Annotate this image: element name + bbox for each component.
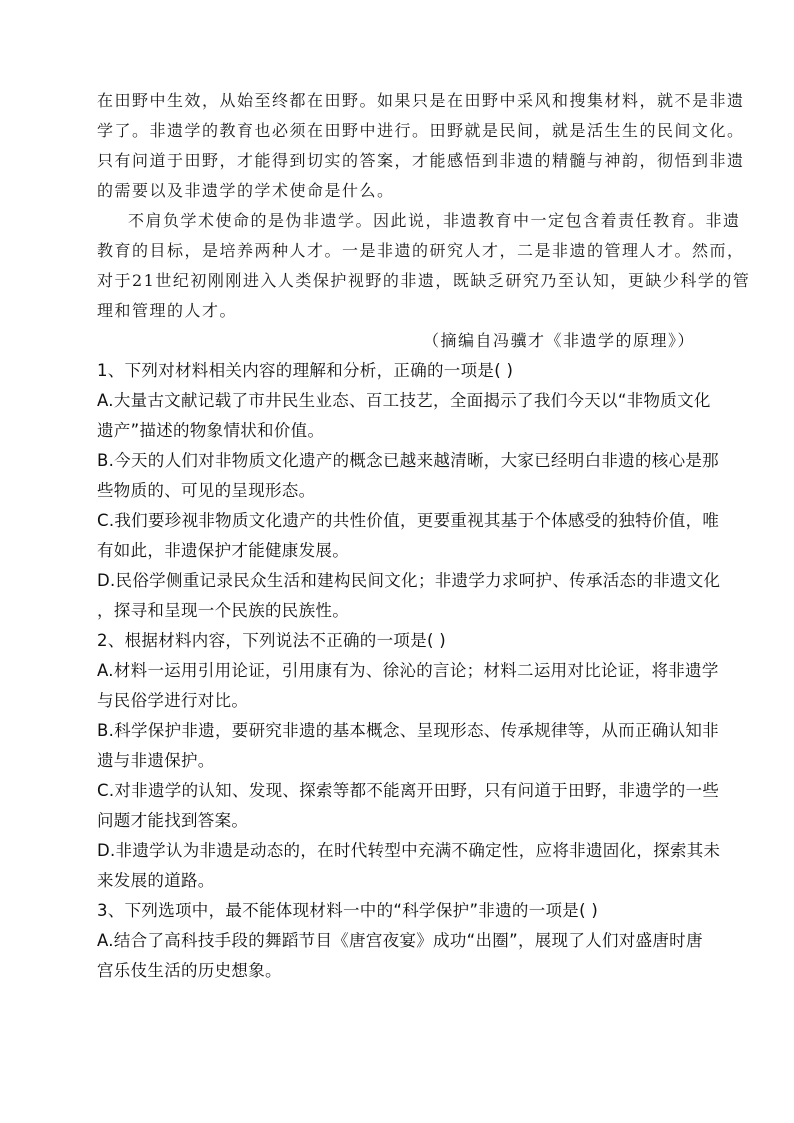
option-a-line-1: A.材料一运用引用论证，引用康有为、徐沁的言论；材料二运用对比论证，将非遗学 [97,661,719,680]
option-a-line-1: A.结合了高科技手段的舞蹈节目《唐宫夜宴》成功“出圈”，展现了人们对盛唐时唐 [97,931,703,950]
option-a-line-2: 遗产”描述的物象情状和价值。 [97,421,325,440]
option-d-line-1: D.民俗学侧重记录民众生活和建构民间文化；非遗学力求呵护、传承活态的非遗文化 [97,571,721,590]
option-c-line-2: 有如此，非遗保护才能健康发展。 [97,541,349,560]
option-d-line-2: ，探寻和呈现一个民族的民族性。 [97,601,349,620]
question-stem: 1、下列对材料相关内容的理解和分析，正确的一项是( ) [97,361,514,380]
document-content [97,86,751,986]
option-c-line-1: C.对非遗学的认知、发现、探索等都不能离开田野，只有问道于田野，非遗学的一些 [97,781,720,800]
question-stem: 3、下列选项中，最不能体现材料一中的“科学保护”非遗的一项是( ) [97,901,599,920]
option-a-line-2: 与民俗学进行对比。 [97,691,249,710]
passage-line: 对于21世纪初刚刚进入人类保护视野的非遗，既缺乏研究乃至认知，更缺少科学的管 [97,271,751,290]
passage-paragraph-1 [97,86,745,206]
option-c-line-2: 问题才能找到答案。 [97,811,249,830]
passage-line: 理和管理的人才。 [97,301,238,320]
option-d-line-1: D.非遗学认为非遗是动态的，在时代转型中充满不确定性，应将非遗固化，探索其未 [97,841,721,860]
option-a-line-2: 宫乐伎生活的历史想象。 [97,961,282,980]
passage-line: 教育的目标，是培养两种人才。一是非遗的研究人才，二是非遗的管理人才。然而， [97,241,745,260]
option-b-line-2: 些物质的、可见的呈现形态。 [97,481,316,500]
option-c-line-1: C.我们要珍视非物质文化遗产的共性价值，更要重视其基于个体感受的独特价值，唯 [97,511,720,530]
option-d-line-2: 来发展的道路。 [97,871,215,890]
passage-line: 只有问道于田野，才能得到切实的答案，才能感悟到非遗的精髓与神韵，彻悟到非遗 [97,151,745,170]
passage-line: 学了。非遗学的教育也必须在田野中进行。田野就是民间，就是活生生的民间文化。 [97,121,745,140]
passage-paragraph-2 [97,206,751,326]
question-3 [97,896,701,986]
option-b-line-2: 遗与非遗保护。 [97,751,215,770]
passage-line: 不肩负学术使命的是伪非遗学。因此说，非遗教育中一定包含着责任教育。非遗 [128,211,741,230]
question-1 [97,356,721,626]
option-b-line-1: B.今天的人们对非物质文化遗产的概念已越来越清晰，大家已经明白非遗的核心是那 [97,451,719,470]
option-a-line-1: A.大量古文献记载了市井民生业态、百工技艺，全面揭示了我们今天以“非物质文化 [97,391,711,410]
question-stem: 2、根据材料内容，下列说法不正确的一项是( ) [97,631,447,650]
passage-line: 的需要以及非遗学的学术使命是什么。 [97,181,395,200]
option-b-line-1: B.科学保护非遗，要研究非遗的基本概念、呈现形态、传承规律等，从而正确认知非 [97,721,719,740]
passage-line: 在田野中生效，从始至终都在田野。如果只是在田野中采风和搜集材料，就不是非遗 [97,91,745,110]
passage-source: （摘编自冯骥才《非遗学的原理》） [422,331,695,350]
question-2 [97,626,721,896]
